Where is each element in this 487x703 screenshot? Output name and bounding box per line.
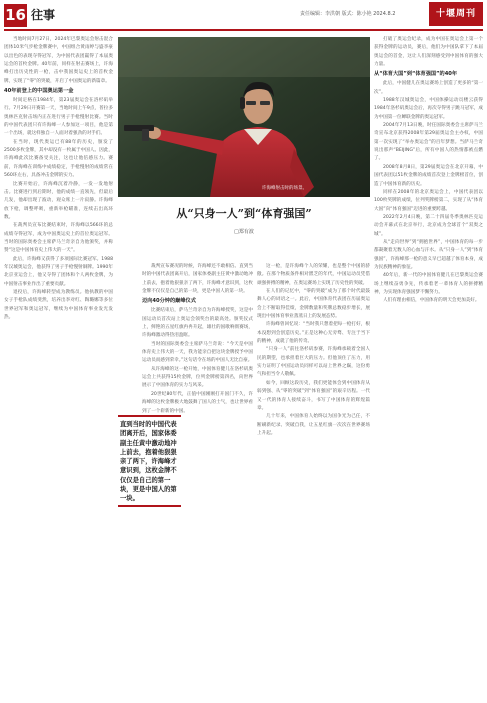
paragraph: 退役后，许海峰转型成为教练员。他执教的中国女子手枪队成绩斐然，培养出李对红、陶璐娜等多位世界冠军和奥运冠军，继续为中国体育事业发光发热。	[4, 289, 113, 320]
paragraph: 比赛开始后，许海峰沉着冷静，一发一发地射击。比赛进行到后期时，他的成绩一直领先，但最后几发，他却出现了波动，观众席上一片寂静。许海峰放下枪，调整呼吸，重新举枪瞄准，连续击出高环数。	[4, 181, 113, 220]
article-column-3	[257, 263, 370, 698]
paragraph: 此后，中国健儿在奥运赛场上创造了更多的“第一次”。	[374, 81, 483, 95]
paragraph: 许海峰曾回忆说：“当时我只想着把每一枪打好，根本没想到会创造历史。”正是这种心无旁骛、专注于当下的精神，成就了他的传奇。	[257, 322, 370, 345]
article-column-1	[4, 36, 113, 698]
page-header	[0, 0, 487, 30]
paragraph: 此后，许海峰又获得了多项国际比赛冠军。1988年汉城奥运会，他获得了男子手枪慢射铜牌。1990年北京亚运会上，他又夺得了团体和个人两枚金牌，为中国射击事业作出了重要贡献。	[4, 256, 113, 287]
section-title: 往事	[31, 8, 56, 22]
paragraph: 2022年2月4日晚，第二十四届冬季奥林匹克运动会开幕式在北京举行，北京成为全球首个“双奥之城”。	[374, 214, 483, 237]
paragraph: 当时的国际奥委会主席萨马兰奇说：“今天是中国体育史上伟大的一天，我为能亲自把这块金牌授予中国运动员而感到荣幸。”这句话令在场的中国人无比自豪。	[142, 341, 253, 364]
paragraph: 如今，回顾这段历史，我们更能体会到中国体育从弱到强、从“零的突破”到“体育强国”的艰辛历程。一代又一代的体育人接续奋斗，书写了中国体育的辉煌篇章。	[257, 380, 370, 411]
editor-credits: 责任编辑：李洪朝 版式：陈小艳 2024.8.2	[300, 11, 396, 17]
page-number: 16	[4, 4, 27, 27]
photo-caption: 许海峰射击时的场景。	[262, 186, 307, 191]
paragraph: “只身一人”前往洛杉矶参赛，许海峰承载着全国人民的期望，也承担着巨大的压力。但他顶住了压力，用实力证明了中国运动员同样可以站上世界之巅，这份勇气和担当令人敬佩。	[257, 347, 370, 378]
paragraph: 裁判宣布赛况的时候，许海峰还不敢相信。直到当时的中国代表团离开后，国家体委副主任黄中激动地冲上前去，抱着他狠狠亲了两下，许海峰才意识到，这枚金牌不仅仅是自己的第一块，更是中国人的第一块。	[142, 264, 253, 295]
paragraph: 比赛结束后，萨马兰奇亲自为许海峰授奖，这是中国运动员首次站上奥运会领奖台的最高处。颁奖仪式上，鲜艳的五星红旗冉冉升起，雄壮的国歌响彻赛场，许海峰激动得热泪盈眶。	[142, 308, 253, 339]
paragraph: 从“走向世界”到“拥抱世界”，中国体育的每一步都凝聚着无数人的心血与汗水。从“只身一人”到“体育强国”，许海峰那一枪的意义早已超越了体育本身，成为民族精神的象征。	[374, 239, 483, 270]
paragraph: 40年后，新一代的中国体育健儿在巴黎奥运会赛场上继续奋勇争先，传承着老一辈体育人的拼搏精神，为实现体育强国梦不懈努力。	[374, 273, 483, 295]
paragraph: 1988年汉城奥运会，中国体操运动员楼云获得1984年洛杉矶奥运会后，再次夺得男子跳马冠军，成为中国第一位蝉联金牌的奥运冠军。	[374, 98, 483, 120]
article-byline: □郑有波	[234, 229, 254, 235]
paragraph: 从许海峰的这一枪开始，中国体育健儿在洛杉矶奥运会上共获得15枚金牌，位列金牌榜第四名，向世界展示了中国体育的实力与风采。	[142, 366, 253, 389]
shooter-photo-illustration	[118, 37, 370, 197]
article-headline: 从“只身一人”到“体育强国”	[176, 207, 312, 220]
paragraph: 20世纪80年代，正值中国刚刚打开国门不久，许海峰的这枚金牌极大地鼓舞了国人的士气，也让世界看到了一个崭新的中国。	[142, 391, 253, 414]
paragraph: 同样在2008年的北京奥运会上，中国代表团以100枚奖牌的成绩，位列奖牌榜第二，实现了从“体育大国”向“体育强国”迈进的重要跨越。	[374, 189, 483, 212]
article-column-4	[374, 36, 483, 698]
header-rule	[4, 29, 483, 31]
paragraph: 在裁判员宣布比赛结束时，许海峰以566环的总成绩夺得冠军，成为中国奥运史上的首位奥运冠军。当时的国际奥委会主席萨马兰奇亲自为他颁奖，并称赞“这是中国体育史上伟大的一天”。	[4, 223, 113, 254]
paragraph: 2004年7月13日晚，时任国际奥委会主席萨马兰奇宣布北京获得2008年第29届奥运会主办权，中国第一次实现了“举办奥运会”的百年梦想。当萨马兰奇说出那声“BEIJING”后，所有中国人的热情都被点燃了。	[374, 123, 483, 162]
paragraph: 在当时，现代奥运已有88年的历史，颁发了2500多枚金牌，其中却没有一枚属于中国人。因此，许海峰此次比赛备受关注，这也让他倍感压力。赛前，许海峰在训练中成绩稳定，手枪慢射的成绩常在560环左右，具备冲击金牌的实力。	[4, 139, 113, 179]
paragraph: 2008年8月8日，第29届奥运会在北京开幕，中国代表团以51枚金牌的成绩首次登上金牌榜首位，创造了中国体育新的历史。	[374, 164, 483, 187]
paragraph: 打破了奥运会纪录，成为中国在奥运会上第一个获得金牌的运动员，赛后，他们为中国队拿下了本届奥运会的首金，这让人们深刻感受到中国体育的强大力量。	[374, 37, 483, 68]
paragraph: 人们有理由相信，中国体育的明天会更加美好。	[383, 298, 480, 304]
newspaper-logo: 十堰周刊	[429, 2, 483, 26]
paragraph: 在人们的记忆中，“零的突破”成为了那个时代最鼓舞人心的词语之一。此后，中国体育代表团在历届奥运会上不断取得佳绩，金牌数量和奖牌总数稳步增长，展现出中国体育事业蒸蒸日上的发展态势。	[257, 289, 370, 320]
pull-quote: 直到当时的中国代表团离开后，国家体委副主任黄中激动地冲上前去，抱着他狠狠亲了两下，许海峰才意识到，这枚金牌不仅仅是自己的第一块，更是中国人的第一块。	[118, 415, 181, 507]
paragraph: 当地时间7月27日，2024年巴黎奥运会射击混合团体10米气步枪金牌赛中，中国组合黄雨婷与盛李豪以出色的表现夺得冠军，为中国代表团赢得了本届奥运会的首枚金牌。40年前，同样在射击赛场上，许海峰打出历史性的一枪，击中我国奥运史上的首枚金牌，实现了“零”的突破，开启了中国奥运的新篇章。	[4, 37, 113, 84]
paragraph: 几十年来，中国体育人始终以为国争光为己任，不断刷新纪录、突破自我，让五星红旗一次次在世界赛场上升起。	[257, 414, 370, 436]
paragraph: 时间定格在1984年，第23届奥运会在洛杉矶举行。7月29日开赛第一天，当地时间上午9点，普拉多奥林匹克射击场内正在进行男子手枪慢射比赛。当时的中国代表团只有许海峰一人参加这一项目，他是第一个出场，就这样独自一人面对着强劲的对手们。	[4, 98, 113, 137]
subheading: 从“体育大国”到“体育强国”的40年	[374, 71, 458, 78]
paragraph: 这一枪，是许海峰个人的荣耀，也是整个中国的骄傲。在那个物质条件相对匮乏的年代，中国运动员凭借顽强拼搏的精神，在奥运赛场上实现了历史性的突破。	[257, 264, 370, 286]
article-photo	[118, 37, 370, 197]
subheading: 迈向40分钟的巅峰仪式	[142, 298, 196, 305]
subheading: 40年前登上的中国奥运第一金	[4, 88, 74, 95]
